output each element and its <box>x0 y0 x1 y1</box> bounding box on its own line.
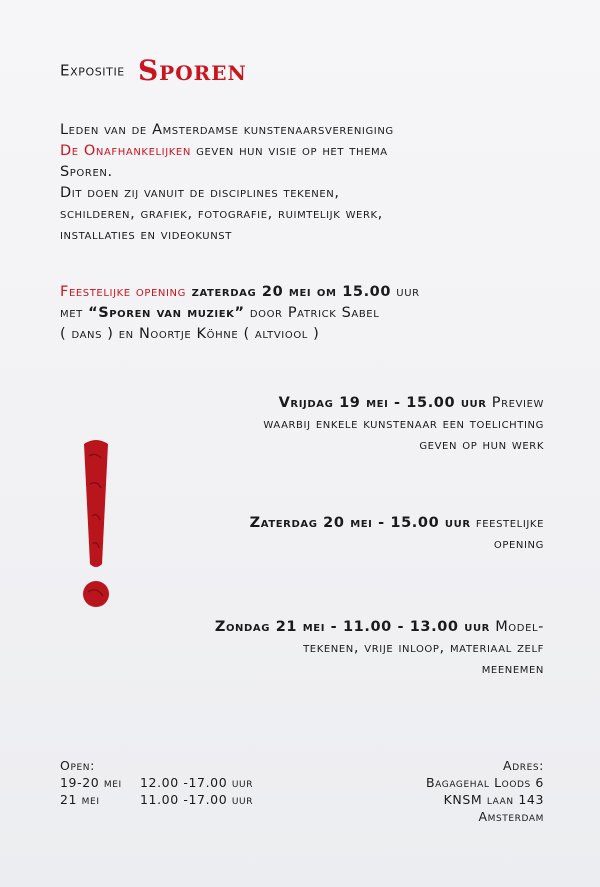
hours-days: 19-20 mei <box>60 775 122 790</box>
opening-label: Feestelijke opening <box>60 284 186 300</box>
hours-row <box>60 791 253 808</box>
event-when: Vrijdag 19 mei - 15.00 uur <box>278 395 487 411</box>
hours-row <box>60 774 253 791</box>
event-line: waarbij enkele kunstenaar een toelichting <box>263 416 544 432</box>
hours-times: 11.00 -17.00 uur <box>140 792 254 807</box>
opening-line <box>60 282 420 303</box>
address-label: Adres: <box>503 758 544 773</box>
event-when: Zaterdag 20 mei - 15.00 uur <box>249 515 471 531</box>
opening-unit: uur <box>391 284 420 300</box>
intro-line: schilderen, grafiek, fotografie, ruimtelijk werk, <box>60 206 383 222</box>
opening-hours-label: Open: <box>60 758 95 773</box>
address-block <box>426 757 544 825</box>
intro-line: Dit doen zij vanuit de disciplines tekenen, <box>60 185 340 201</box>
opening-line <box>60 303 420 324</box>
opening-line: ( dans ) en Noortje Köhne ( altviool ) <box>60 326 320 342</box>
event-desc: Model- <box>489 619 544 635</box>
intro-paragraph <box>60 120 394 246</box>
intro-text: geven hun visie op het thema <box>190 143 388 159</box>
event-line: tekenen, vrije inloop, materiaal zelf <box>303 640 544 656</box>
event-line: geven op hun werk <box>419 437 544 453</box>
hours-days: 21 mei <box>60 792 100 807</box>
hours-times: 12.00 -17.00 uur <box>140 775 254 790</box>
event-item <box>263 393 544 456</box>
page-title: Sporen <box>137 54 247 87</box>
opening-datetime: zaterdag 20 mei om 15.00 <box>186 284 392 300</box>
intro-line <box>60 141 394 162</box>
opening-paragraph <box>60 282 420 345</box>
event-line: meenemen <box>481 661 544 677</box>
title-prefix: Expositie <box>60 61 125 80</box>
exclamation-mark-icon <box>76 436 116 616</box>
address-line: KNSM laan 143 <box>443 792 544 807</box>
intro-line: installaties en videokunst <box>60 227 232 243</box>
event-desc: feestelijke <box>470 515 544 531</box>
event-line <box>263 393 544 414</box>
address-line: Bagagehal Loods 6 <box>425 775 544 790</box>
event-item <box>250 513 544 555</box>
intro-line: Sporen. <box>60 164 113 180</box>
event-when: Zondag 21 mei - 11.00 - 13.00 uur <box>214 619 490 635</box>
opening-text: door Patrick Sabel <box>244 305 380 321</box>
address-line: Amsterdam <box>478 809 544 824</box>
event-item <box>215 617 544 680</box>
event-desc: Preview <box>486 395 544 411</box>
opening-hours <box>60 757 253 808</box>
event-line <box>215 617 544 638</box>
org-name: De Onafhankelijken <box>60 143 191 159</box>
event-line <box>250 513 544 534</box>
opening-text: met <box>60 305 89 321</box>
performance-title: “Sporen van muziek” <box>88 305 245 321</box>
title-row <box>60 54 247 87</box>
intro-line: Leden van de Amsterdamse kunstenaarsvereniging <box>60 122 394 138</box>
event-line: opening <box>493 536 544 552</box>
